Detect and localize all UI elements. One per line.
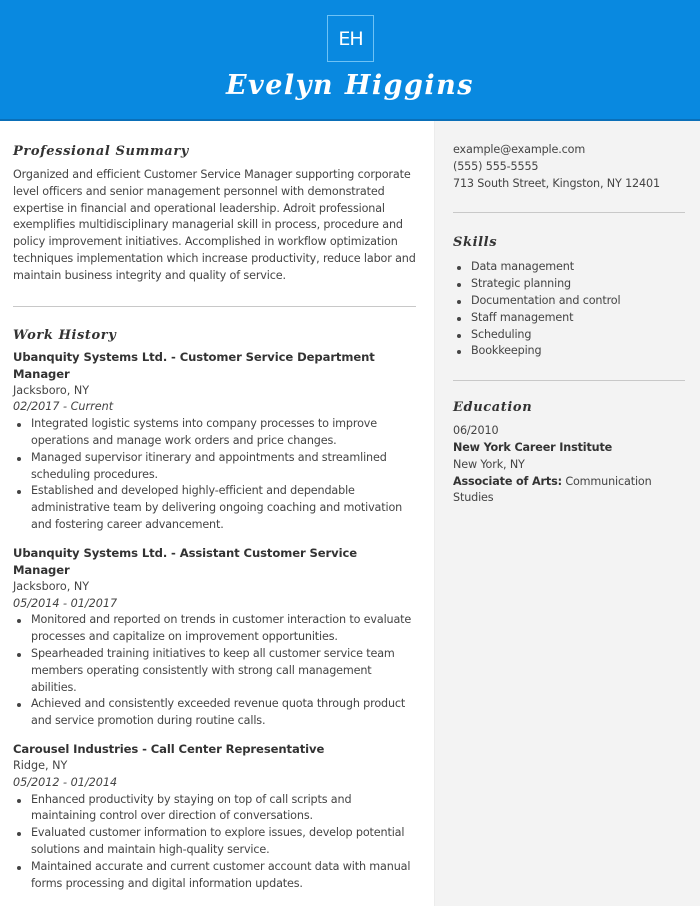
job-bullet-text: Managed supervisor itinerary and appointments and streamlined scheduling procedures.	[31, 450, 387, 481]
bullet-dot-icon	[457, 317, 461, 321]
bullet-dot-icon	[17, 866, 21, 870]
job-bullet	[31, 696, 416, 730]
monogram-badge: EH	[327, 15, 374, 62]
summary-text: Organized and efficient Customer Service Manager supporting corporate level officers and senior management personnel with demonstrated expertise in financial and operational leadership. Adroit professional exemplifies multidisciplinary managerial skill in process, procedure and policy improvement initiatives. Accomplished in workflow optimization techniques implementation which increase productivity, reduce labor and maintain business integrity and quality of service.	[13, 168, 416, 282]
education-degree-label: Associate of Arts:	[453, 474, 562, 488]
bullet-dot-icon	[17, 799, 21, 803]
bullet-dot-icon	[17, 423, 21, 427]
job-bullet-text: Established and developed highly-efficient and dependable administrative team by delivering ongoing coaching and motivation and fostering career advancement.	[31, 484, 403, 531]
skill-text: Bookkeeping	[471, 344, 542, 358]
candidate-name: Evelyn Higgins	[225, 70, 475, 101]
job-dates: 05/2012 - 01/2014	[13, 775, 118, 789]
education-title: Education	[453, 400, 533, 416]
job-location: Jacksboro, NY	[13, 383, 90, 397]
bullet-dot-icon	[457, 334, 461, 338]
education-degree-field: Communication Studies	[453, 474, 652, 505]
bullet-dot-icon	[17, 457, 21, 461]
job-bullet-text: Maintained accurate and current customer account data with manual forms processing and digital information updates.	[31, 859, 411, 890]
bullet-dot-icon	[17, 490, 21, 494]
resume-header	[0, 0, 700, 121]
job-list	[13, 349, 416, 893]
job-bullet	[31, 450, 416, 484]
job-bullet-text: Evaluated customer information to explore issues, develop potential solutions and maintain high-quality service.	[31, 826, 405, 856]
job-entry	[13, 545, 416, 730]
main-column	[13, 121, 416, 903]
job-bullet-text: Monitored and reported on trends in customer interaction to evaluate processes and capitalize on improvement opportunities.	[31, 613, 412, 644]
job-location: Ridge, NY	[13, 758, 68, 772]
job-title: Carousel Industries - Call Center Representative	[13, 741, 325, 756]
skill-text: Scheduling	[471, 327, 532, 341]
education-school: New York Career Institute	[453, 440, 613, 454]
skills-title: Skills	[453, 235, 498, 251]
job-bullet	[31, 646, 416, 696]
skill-item	[471, 259, 685, 276]
job-bullet	[31, 483, 416, 533]
job-location: Jacksboro, NY	[13, 579, 90, 593]
job-bullet-text: Spearheaded training initiatives to keep all customer service team members operating consistently with strong call management abilities.	[31, 646, 395, 694]
job-dates: 02/2017 - Current	[13, 400, 114, 414]
sidebar	[434, 121, 700, 906]
job-bullet	[31, 792, 416, 826]
education-date: 06/2010	[453, 424, 499, 438]
contact-address: 713 South Street, Kingston, NY 12401	[453, 176, 660, 190]
job-bullets	[13, 416, 416, 534]
education-location: New York, NY	[453, 457, 525, 471]
skill-item	[471, 327, 685, 344]
skill-item	[471, 310, 685, 327]
bullet-dot-icon	[17, 703, 21, 707]
bullet-dot-icon	[17, 619, 21, 623]
job-bullet	[31, 612, 416, 646]
job-bullet	[31, 416, 416, 450]
job-title: Ubanquity Systems Ltd. - Assistant Customer Service Manager	[13, 545, 358, 577]
bullet-dot-icon	[457, 350, 461, 354]
skill-item	[471, 293, 685, 310]
work-history-title: Work History	[13, 327, 117, 343]
skill-text: Staff management	[471, 310, 574, 324]
skill-item	[471, 343, 685, 360]
job-entry	[13, 349, 416, 534]
bullet-dot-icon	[17, 832, 21, 836]
job-title: Ubanquity Systems Ltd. - Customer Service Department Manager	[13, 349, 375, 381]
job-dates: 05/2014 - 01/2017	[13, 596, 118, 610]
bullet-dot-icon	[457, 266, 461, 270]
job-bullet-text: Integrated logistic systems into company processes to improve operations and manage work orders and price changes.	[31, 417, 377, 447]
education-degree	[453, 474, 685, 508]
contact-phone: (555) 555-5555	[453, 159, 539, 173]
job-bullet	[31, 825, 416, 859]
bullet-dot-icon	[17, 653, 21, 657]
job-bullets	[13, 792, 416, 893]
job-bullet-text: Enhanced productivity by staying on top of call scripts and maintaining control over direction of conversations.	[31, 792, 352, 823]
job-entry	[13, 741, 416, 892]
bullet-dot-icon	[457, 300, 461, 304]
skill-text: Data management	[471, 260, 574, 274]
skill-item	[471, 276, 685, 293]
job-bullet	[31, 859, 416, 893]
contact-email[interactable]: example@example.com	[453, 143, 586, 156]
skill-text: Documentation and control	[471, 293, 621, 307]
job-bullet-text: Achieved and consistently exceeded revenue quota through product and service promotion during routine calls.	[31, 697, 406, 728]
skills-list	[453, 259, 685, 360]
bullet-dot-icon	[457, 283, 461, 287]
job-bullets	[13, 612, 416, 730]
summary-title: Professional Summary	[13, 144, 189, 159]
skill-text: Strategic planning	[471, 277, 571, 291]
